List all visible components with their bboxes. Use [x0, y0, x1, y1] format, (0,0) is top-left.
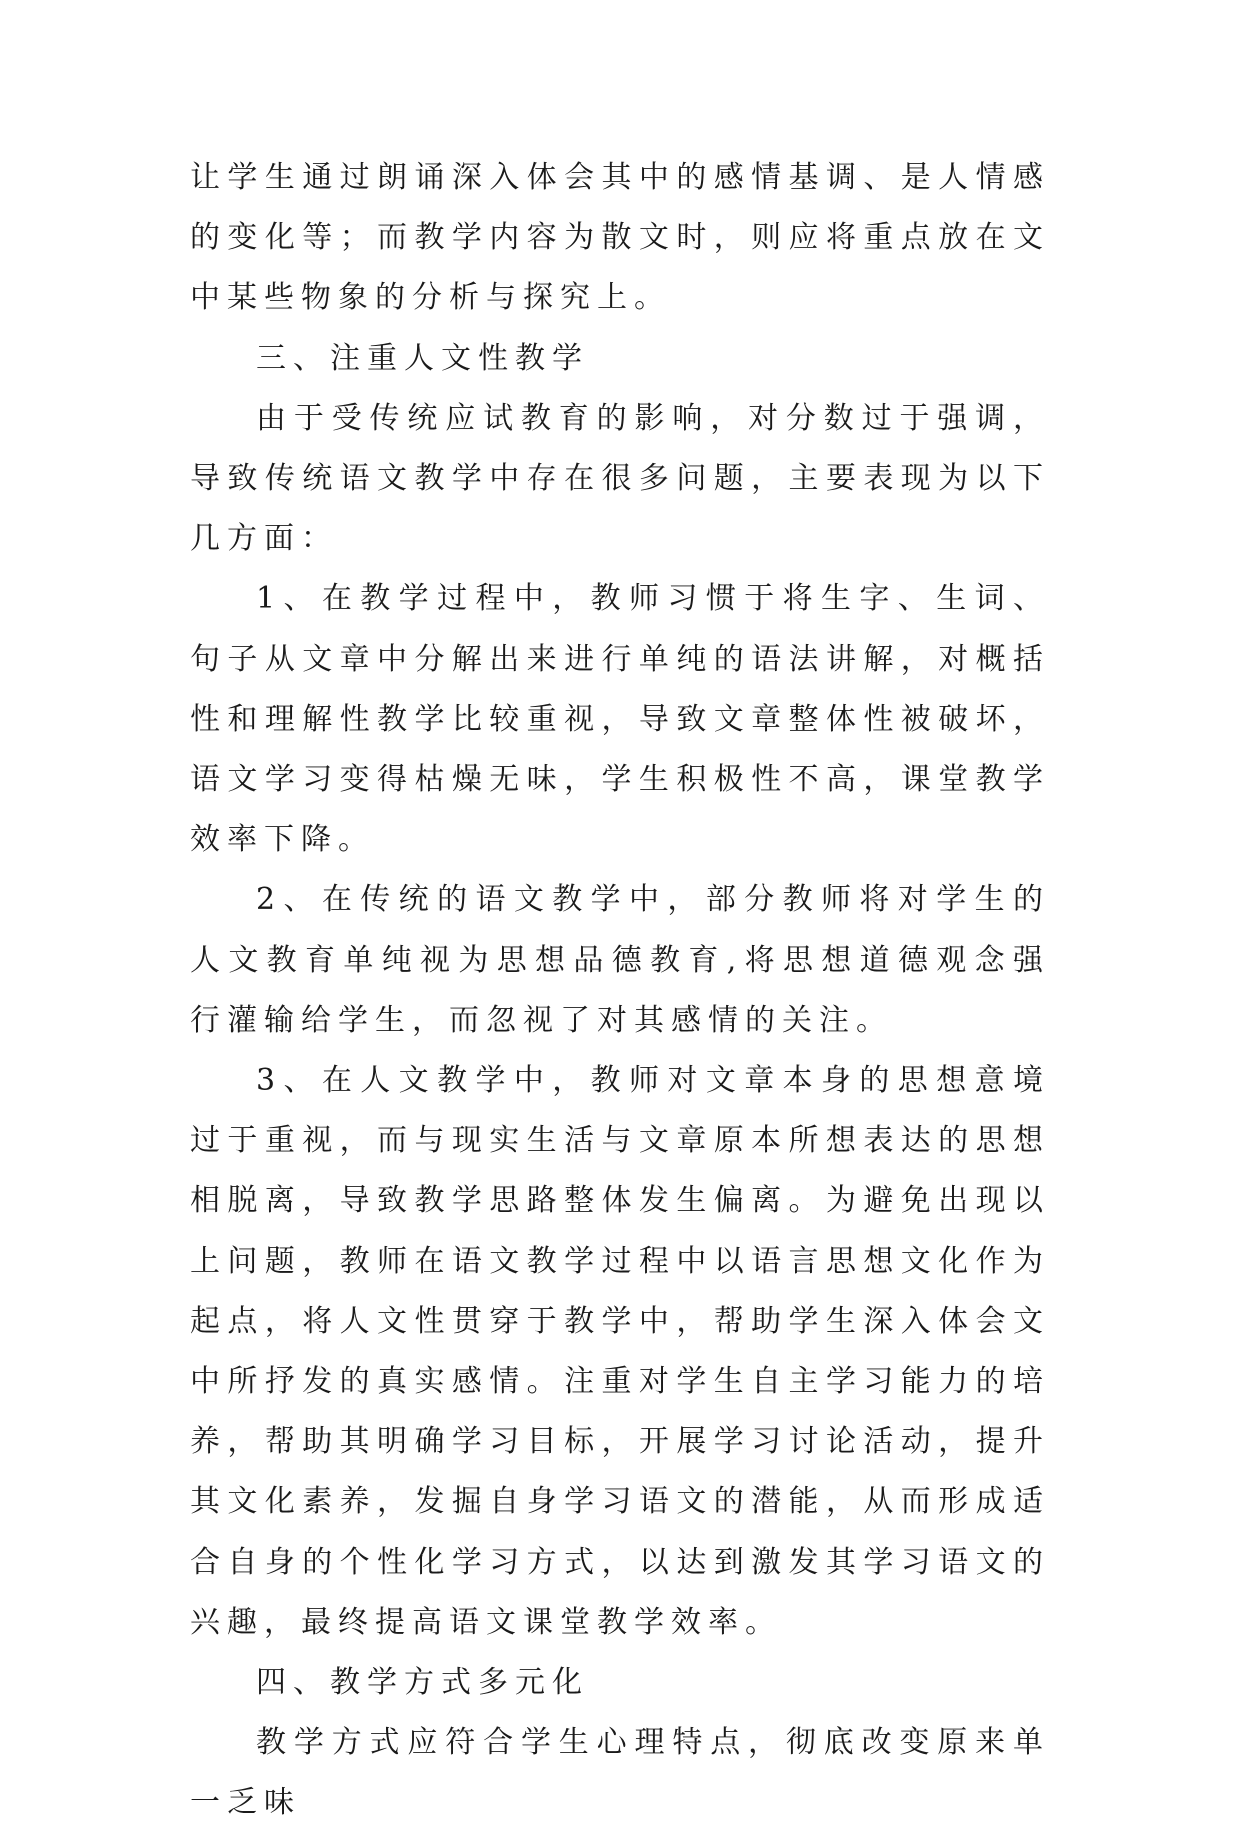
paragraph-problem-1: 1、在教学过程中，教师习惯于将生字、生词、句子从文章中分解出来进行单纯的语法讲解，对概括性和理解性教学比较重视，导致文章整体性被破坏，语文学习变得枯燥无味，学生积极性不高，课堂教学效率下降。 — [190, 581, 1050, 858]
section-heading-humanistic-teaching: 三、注重人文性教学 — [256, 340, 589, 376]
paragraph-problem-3: 3、在人文教学中，教师对文章本身的思想意境过于重视，而与现实生活与文章原本所想表达的思想相脱离，导致教学思路整体发生偏离。为避免出现以上问题，教师在语文教学过程中以语言思想文化作为起点，将人文性贯穿于教学中，帮助学生深入体会文中所抒发的真实感情。注重对学生自主学习能力的培养，帮助其明确学习目标，开展学习讨论活动，提升其文化素养，发掘自身学习语文的潜能，从而形成适合自身的个性化学习方式，以达到激发其学习语文的兴趣，最终提高语文课堂教学效率。 — [190, 1063, 1050, 1640]
document-body — [190, 148, 1050, 1834]
section-heading-diversified-methods: 四、教学方式多元化 — [256, 1665, 589, 1701]
paragraph-teaching-methods: 教学方式应符合学生心理特点，彻底改变原来单一乏味 — [190, 1725, 1050, 1821]
paragraph-intro-problems: 由于受传统应试教育的影响，对分数过于强调，导致传统语文教学中存在很多问题，主要表现为以下几方面： — [190, 400, 1050, 557]
paragraph-continuation: 让学生通过朗诵深入体会其中的感情基调、是人情感的变化等；而教学内容为散文时，则应将重点放在文中某些物象的分析与探究上。 — [190, 160, 1050, 316]
paragraph-problem-2: 2、在传统的语文教学中，部分教师将对学生的人文教育单纯视为思想品德教育,将思想道德观念强行灌输给学生，而忽视了对其感情的关注。 — [190, 882, 1050, 1038]
